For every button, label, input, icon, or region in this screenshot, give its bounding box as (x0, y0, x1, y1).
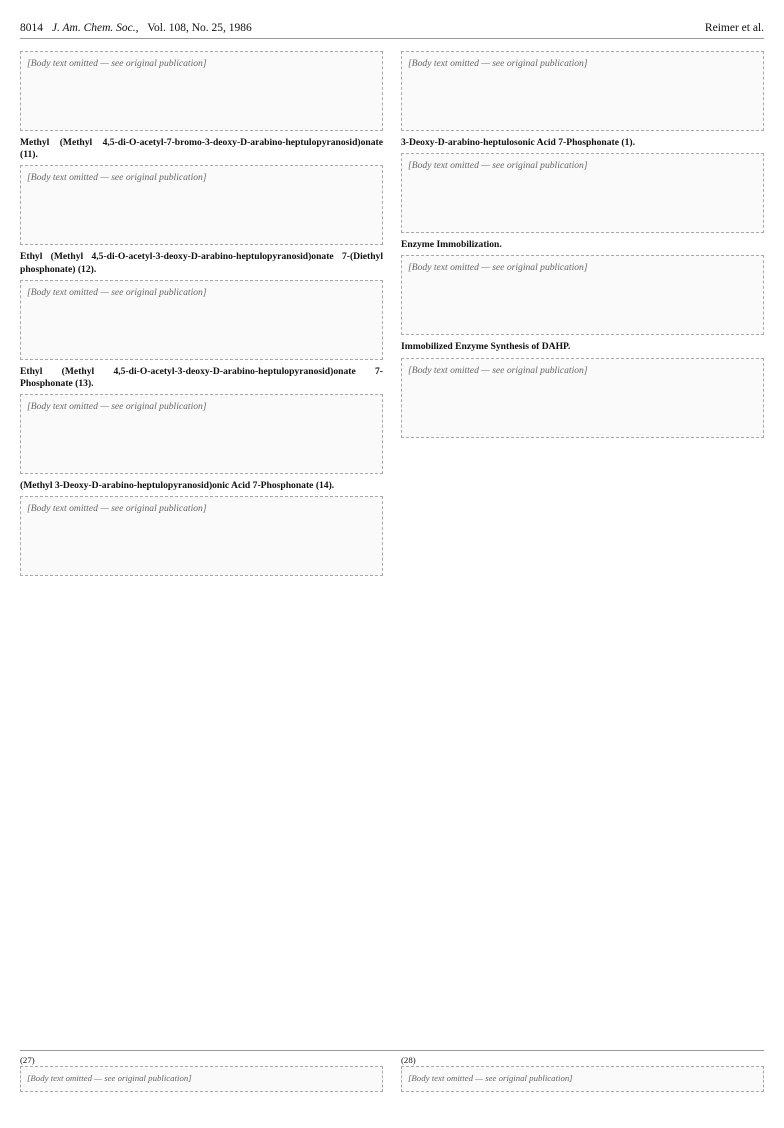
footnotes (20, 1050, 764, 1092)
left-section-body-placeholder: [Body text omitted — see original publication] (20, 280, 383, 360)
left-section-heading: Methyl (Methyl 4,5-di-O-acetyl-7-bromo-3-deoxy-D-arabino-heptulopyranosid)onate (11). (20, 137, 383, 161)
right-column (401, 47, 764, 1007)
footnote-right-placeholder: [Body text omitted — see original publication] (401, 1066, 764, 1092)
running-head-left (20, 22, 258, 34)
left-column (20, 47, 383, 1007)
footnote-left-placeholder: [Body text omitted — see original publication] (20, 1066, 383, 1092)
page-number: 8014 (20, 22, 43, 34)
left-section-body-placeholder: [Body text omitted — see original publication] (20, 165, 383, 245)
left-section-heading: (Methyl 3-Deoxy-D-arabino-heptulopyranosid)onic Acid 7-Phosphonate (14). (20, 480, 335, 492)
footnote-right-label: (28) (401, 1055, 416, 1066)
right-column-intro-placeholder: [Body text omitted — see original publication] (401, 51, 764, 131)
right-section-body-placeholder: [Body text omitted — see original publication] (401, 358, 764, 438)
right-section-body-placeholder: [Body text omitted — see original publication] (401, 255, 764, 335)
journal-name: J. Am. Chem. Soc., (51, 22, 139, 34)
volume-issue: Vol. 108, No. 25, 1986 (147, 22, 252, 34)
running-head-authors: Reimer et al. (704, 22, 764, 34)
running-head (20, 22, 764, 39)
right-section-body-placeholder: [Body text omitted — see original publication] (401, 153, 764, 233)
footnote-left-label: (27) (20, 1055, 35, 1066)
left-section-body-placeholder: [Body text omitted — see original publication] (20, 394, 383, 474)
left-column-intro-placeholder: [Body text omitted — see original publication] (20, 51, 383, 131)
left-section-body-placeholder: [Body text omitted — see original publication] (20, 496, 383, 576)
right-section-heading: Immobilized Enzyme Synthesis of DAHP. (401, 341, 571, 353)
footnote-left (20, 1055, 383, 1092)
left-section-heading: Ethyl (Methyl 4,5-di-O-acetyl-3-deoxy-D-arabino-heptulopyranosid)onate 7-Phosphonate (13). (20, 365, 383, 390)
body-columns (20, 47, 764, 1007)
footnote-right (401, 1055, 764, 1092)
right-section-heading: Enzyme Immobilization. (401, 239, 502, 251)
left-section-heading: Ethyl (Methyl 4,5-di-O-acetyl-3-deoxy-D-arabino-heptulopyranosid)onate 7-(Diethyl phosphonate) (12). (20, 251, 383, 275)
right-section-heading: 3-Deoxy-D-arabino-heptulosonic Acid 7-Phosphonate (1). (401, 137, 635, 148)
